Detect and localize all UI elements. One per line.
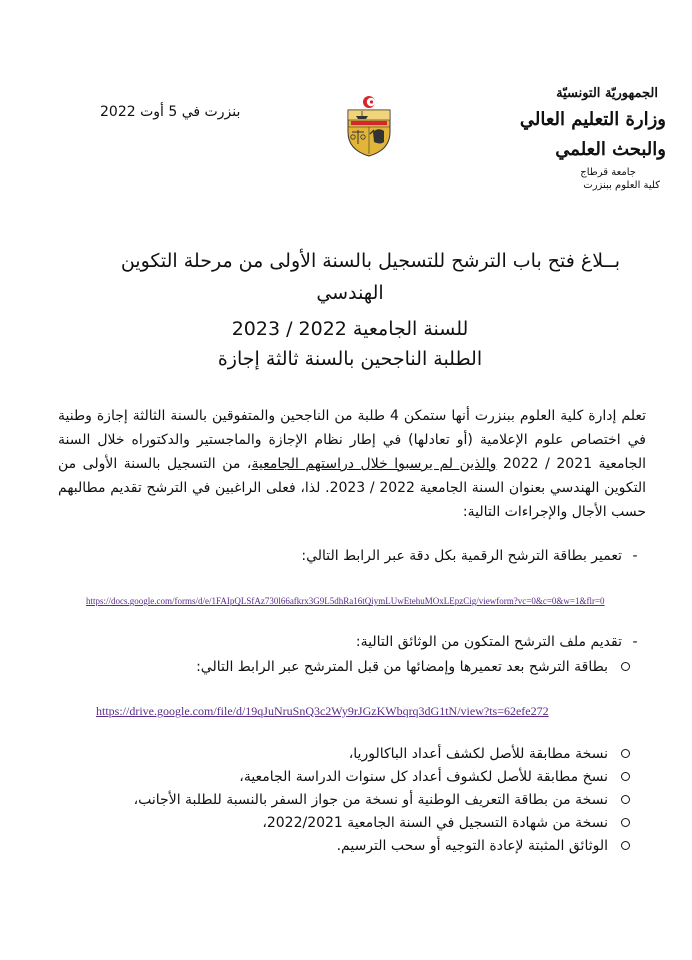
announcement-paragraph xyxy=(58,404,646,524)
faculty-name: كلية العلوم ببنزرت xyxy=(583,180,660,191)
paragraph-underlined-text: والذين لم يرسبوا خلال دراستهم الجامعية xyxy=(251,456,497,472)
dash-bullet: - xyxy=(632,634,638,650)
list-item xyxy=(134,812,648,835)
circle-bullet-icon xyxy=(621,818,630,827)
list-item xyxy=(196,656,648,679)
paragraph-text-1: تعلم إدارة كلية العلوم ببنزرت أنها ستمكن 4 طلبة من الناجحين والمتفوقين بالسنة الثالثة إجازة وطنية في اختصاص علوم الإعلامية (أو تعادلها) في إطار نظام الإجازة والماجستير والدكتوراه خلال السنة الجامعية 2021 / 2022 xyxy=(58,408,646,472)
instruction-item-2-text: تقديم ملف الترشح المتكون من الوثائق التالية: xyxy=(355,634,622,650)
document-item-text: نسخة من بطاقة التعريف الوطنية أو نسخة من جواز السفر بالنسبة للطلبة الأجانب، xyxy=(133,792,608,808)
circle-bullet-icon xyxy=(621,749,630,758)
sub-item-text: بطاقة الترشح بعد تعميرها وإمضائها من قبل المترشح عبر الرابط التالي: xyxy=(196,659,608,675)
dash-bullet: - xyxy=(632,548,638,564)
document-item-text: نسخة من شهادة التسجيل في السنة الجامعية 2022/2021، xyxy=(262,815,608,831)
application-card-link[interactable]: https://drive.google.com/file/d/19qJuNruSnQ3c2Wy9rJGzKWbqrq3dG1tN/view?ts=62efe272 xyxy=(96,704,549,718)
document-item-text: الوثائق المثبتة لإعادة التوجيه أو سحب الترسيم. xyxy=(336,838,608,854)
circle-bullet-icon xyxy=(621,662,630,671)
announcement-title xyxy=(60,246,640,374)
documents-list xyxy=(134,743,648,858)
title-line-2: الهندسي xyxy=(316,282,384,304)
title-line-1: بــلاغ فتح باب الترشح للتسجيل بالسنة الأولى من مرحلة التكوين xyxy=(120,250,620,272)
list-item xyxy=(134,789,648,812)
circle-bullet-icon xyxy=(621,795,630,804)
title-line-3: للسنة الجامعية 2022 / 2023 xyxy=(231,318,469,340)
tunisia-coat-of-arms-icon xyxy=(340,94,398,158)
document-item-text: نسخ مطابقة للأصل لكشوف أعداد كل سنوات الدراسة الجامعية، xyxy=(239,769,608,785)
list-item xyxy=(134,743,648,766)
instruction-item-1 xyxy=(301,546,648,566)
instruction-item-2 xyxy=(356,632,648,652)
ministry-name-line2: والبحث العلمي xyxy=(555,139,666,160)
university-name: جامعة قرطاج xyxy=(580,167,636,178)
document-item-text: نسخة مطابقة للأصل لكشف أعداد الباكالوريا، xyxy=(348,746,608,762)
ministry-header xyxy=(496,86,666,191)
application-form-link[interactable]: https://docs.google.com/forms/d/e/1FAIpQLSfAz730l66afkrx3G9L5dhRa16tQiymLUwEtehuMOxLEpzCig/viewform?vc=0&c=0&w=1&flr=0 xyxy=(86,596,605,606)
list-item xyxy=(134,835,648,858)
circle-bullet-icon xyxy=(621,841,630,850)
circle-bullet-icon xyxy=(621,772,630,781)
ministry-name-line1: وزارة التعليم العالي xyxy=(519,109,666,130)
document-date: بنزرت في 5 أوت 2022 xyxy=(100,104,241,120)
list-item xyxy=(134,766,648,789)
paragraph-text-2: ، من التسجيل بالسنة الأولى من التكوين الهندسي بعنوان السنة الجامعية 2022 / 2023. لذا، فعلى الراغبين في الترشح تقديم مطالبهم حسب الأجال والإجراءات التالية: xyxy=(58,456,646,520)
republic-label: الجمهوريّة التونسيّة xyxy=(556,86,658,101)
title-line-4: الطلبة الناجحين بالسنة ثالثة إجازة xyxy=(217,348,483,370)
instruction-item-2-sublist xyxy=(196,656,648,679)
instruction-item-1-text: تعمير بطاقة الترشح الرقمية بكل دقة عبر الرابط التالي: xyxy=(301,548,622,564)
